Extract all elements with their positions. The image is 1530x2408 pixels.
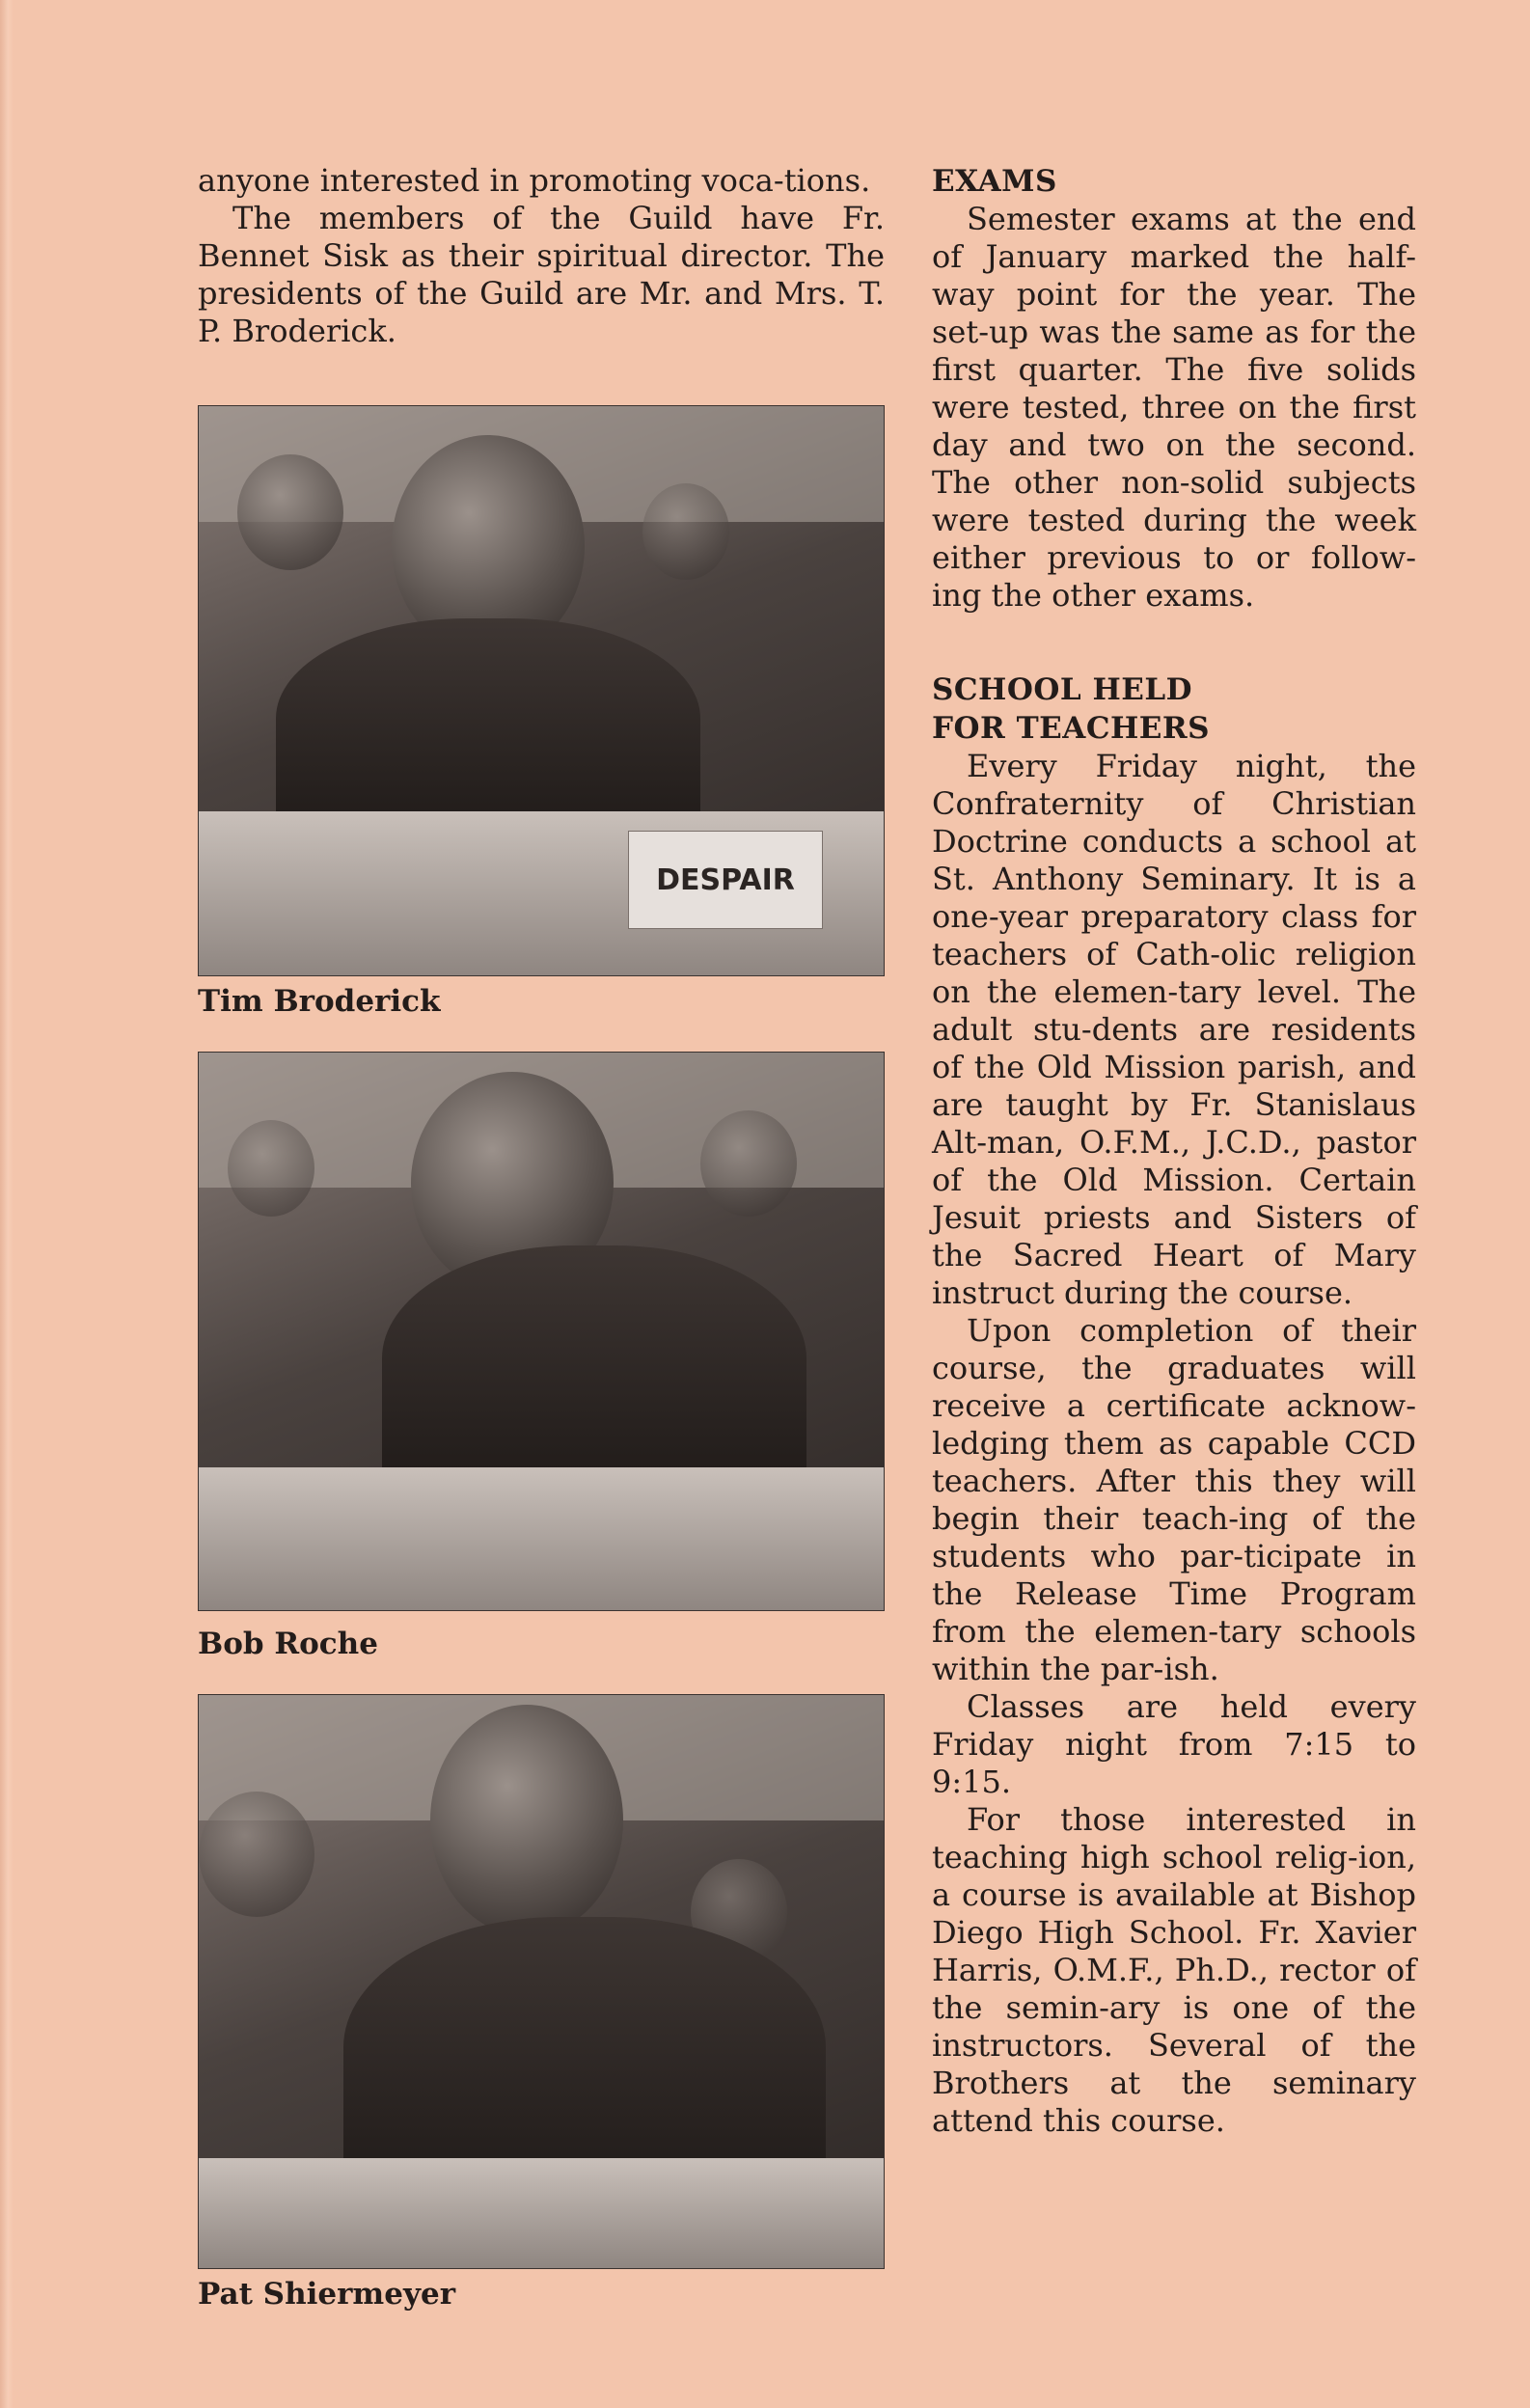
caption-pat-shiermeyer: Pat Shiermeyer xyxy=(198,2277,456,2312)
intro-paragraph-2: The members of the Guild have Fr. Bennet Sisk as their spiritual director. The presidents of the Guild are Mr. and Mrs. T. P. Broderick. xyxy=(198,200,885,349)
heading-school-held-line2: FOR TEACHERS xyxy=(932,711,1211,746)
school-paragraph-3: Classes are held every Friday night from 7:15 to 9:15. xyxy=(932,1688,1416,1800)
heading-exams: EXAMS xyxy=(932,164,1057,199)
school-paragraph-1: Every Friday night, the Confraternity of Christian Doctrine conducts a school at St. Anthony Seminary. It is a one-year preparatory class for teachers of Cath-olic religion on the elemen-tary level. The adult stu-dents are residents of the Old Mission parish, and are taught by Fr. Stanislaus Alt-man, O.F.M., J.C.D., pastor of the Old Mission. Certain Jesuit priests and Sisters of the Sacred Heart of Mary instruct during the course. xyxy=(932,748,1416,1311)
photo-bob-roche xyxy=(198,1052,885,1611)
despair-sign: DESPAIR xyxy=(628,831,823,929)
photo-pat-shiermeyer xyxy=(198,1694,885,2269)
caption-bob-roche: Bob Roche xyxy=(198,1627,378,1661)
school-paragraph-2: Upon completion of their course, the graduates will receive a certificate acknow-ledging them as capable CCD teachers. After this they will begin their teach-ing of the students who par-ticipate in the Release Time Program from the elemen-tary schools within the par-ish. xyxy=(932,1312,1416,1687)
caption-tim-broderick: Tim Broderick xyxy=(198,984,441,1019)
page-binding-edge xyxy=(0,0,14,2408)
intro-paragraph-1: anyone interested in promoting voca-tions. xyxy=(198,162,871,199)
photo-tim-broderick xyxy=(198,405,885,976)
exams-paragraph: Semester exams at the end of January marked the half-way point for the year. The set-up was the same as for the first quarter. The five solids were tested, three on the first day and two on the second. The other non-solid subjects were tested during the week either previous to or follow-ing the other exams. xyxy=(932,201,1416,614)
school-paragraph-4: For those interested in teaching high school relig-ion, a course is available at Bishop Diego High School. Fr. Xavier Harris, O.M.F., Ph.D., rector of the semin-ary is one of the instructors. Several of the Brothers at the seminary attend this course. xyxy=(932,1801,1416,2139)
left-column xyxy=(198,162,885,2312)
right-column xyxy=(932,162,1416,2140)
heading-school-held-line1: SCHOOL HELD xyxy=(932,672,1193,707)
